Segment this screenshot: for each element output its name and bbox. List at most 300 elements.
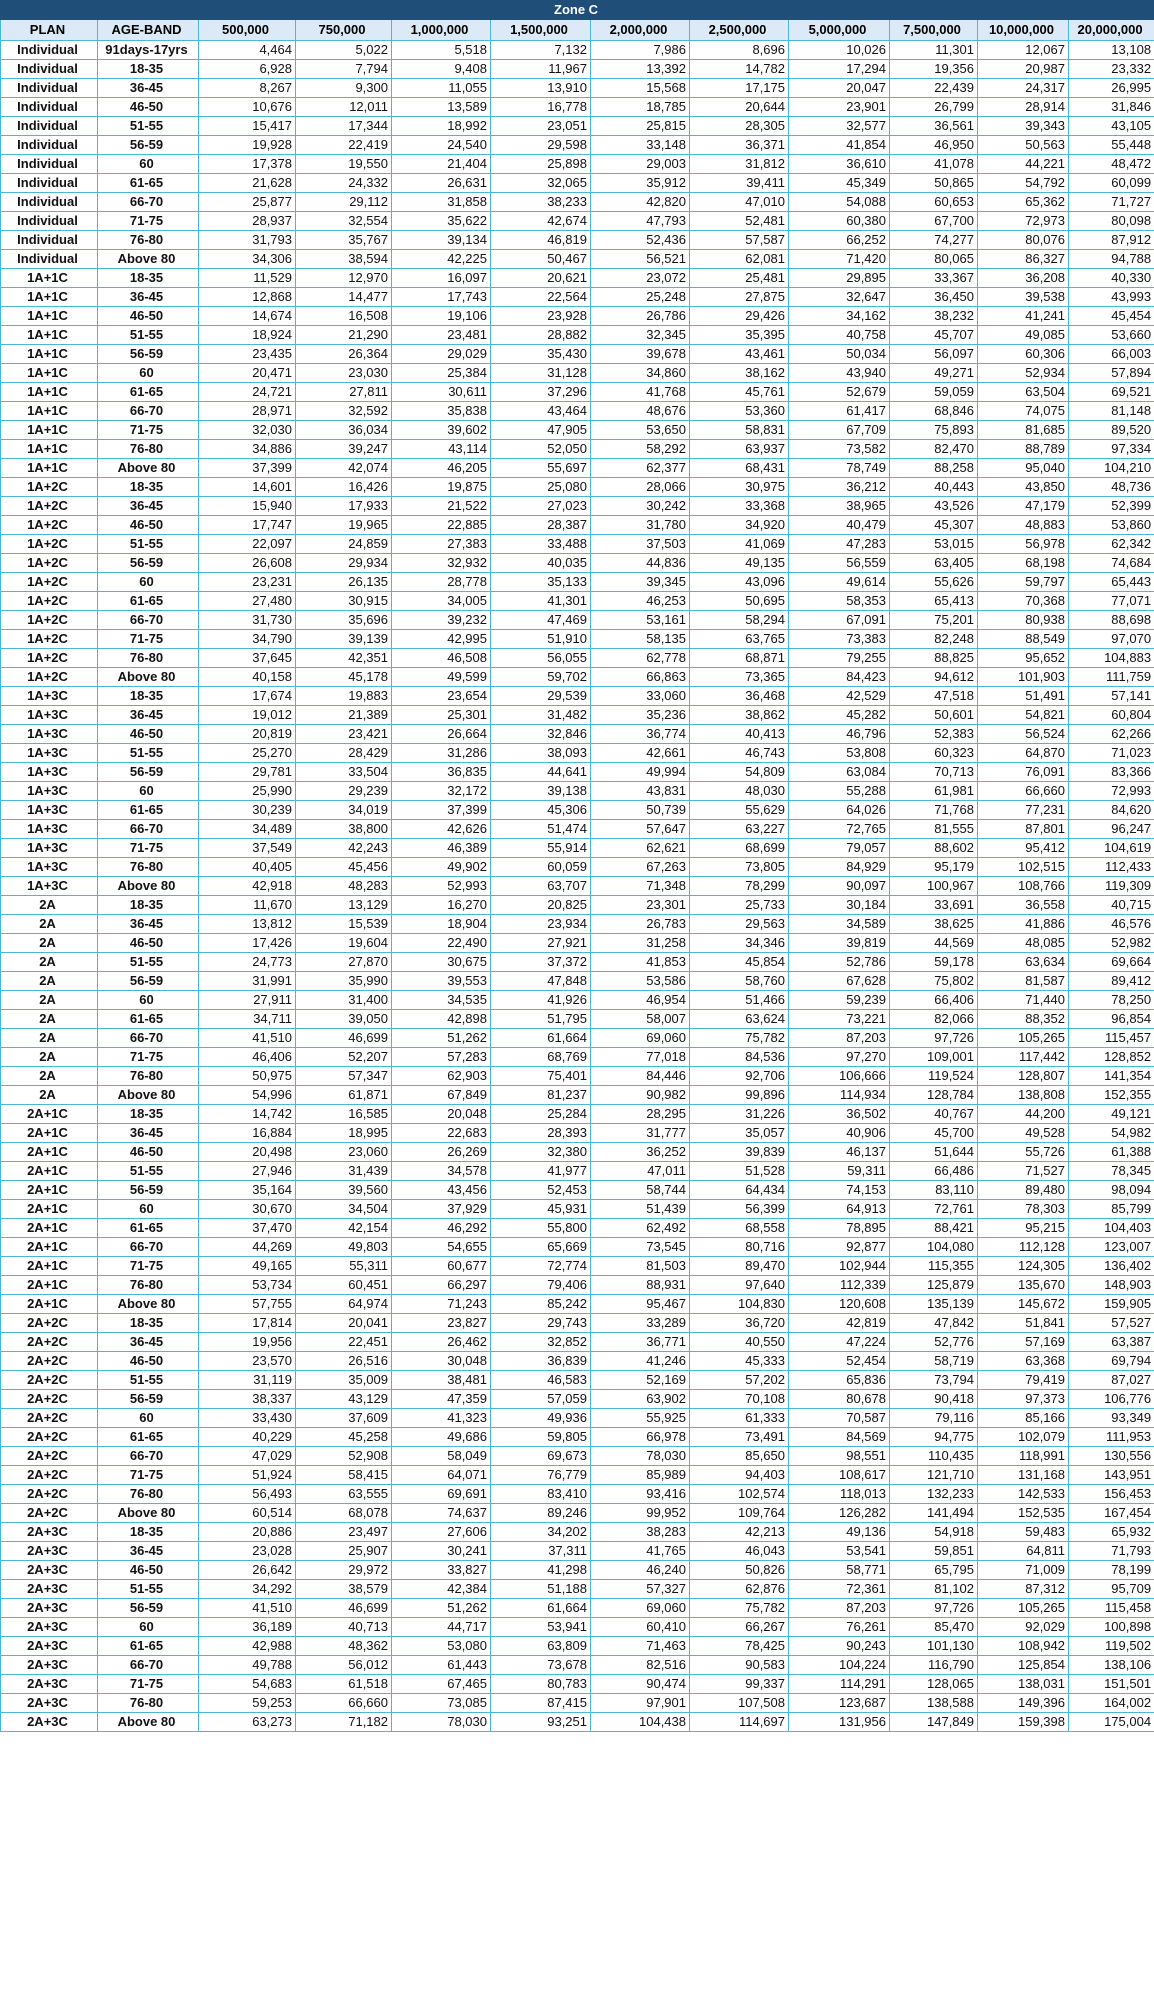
table-row [1, 1219, 1154, 1238]
premium-cell: 123,687 [789, 1694, 890, 1713]
premium-cell: 23,051 [491, 117, 591, 136]
premium-cell: 67,263 [591, 858, 690, 877]
premium-cell: 52,383 [890, 725, 978, 744]
premium-cell: 55,626 [890, 573, 978, 592]
age-band-cell: 66-70 [98, 611, 199, 630]
premium-cell: 53,941 [491, 1618, 591, 1637]
premium-cell: 49,136 [789, 1523, 890, 1542]
premium-cell: 58,049 [392, 1447, 491, 1466]
premium-cell: 24,317 [978, 79, 1069, 98]
premium-cell: 29,598 [491, 136, 591, 155]
premium-cell: 63,902 [591, 1390, 690, 1409]
premium-cell: 156,453 [1069, 1485, 1154, 1504]
age-band-cell: 56-59 [98, 763, 199, 782]
premium-cell: 88,931 [591, 1276, 690, 1295]
table-row [1, 41, 1154, 60]
premium-cell: 78,030 [591, 1447, 690, 1466]
premium-cell: 81,148 [1069, 402, 1154, 421]
premium-cell: 49,936 [491, 1409, 591, 1428]
plan-cell: 2A+2C [1, 1390, 98, 1409]
premium-cell: 71,793 [1069, 1542, 1154, 1561]
plan-cell: 2A [1, 1086, 98, 1105]
age-band-cell: 76-80 [98, 231, 199, 250]
premium-cell: 66,660 [978, 782, 1069, 801]
premium-cell: 44,569 [890, 934, 978, 953]
premium-cell: 23,030 [296, 364, 392, 383]
premium-cell: 111,953 [1069, 1428, 1154, 1447]
column-header-sum-insured: 2,000,000 [591, 20, 690, 41]
plan-cell: Individual [1, 98, 98, 117]
premium-cell: 79,419 [978, 1371, 1069, 1390]
premium-cell: 98,551 [789, 1447, 890, 1466]
premium-cell: 33,691 [890, 896, 978, 915]
premium-cell: 87,415 [491, 1694, 591, 1713]
plan-cell: 1A+3C [1, 820, 98, 839]
premium-cell: 19,956 [199, 1333, 296, 1352]
premium-cell: 78,425 [690, 1637, 789, 1656]
table-row [1, 79, 1154, 98]
plan-cell: Individual [1, 117, 98, 136]
premium-cell: 114,697 [690, 1713, 789, 1732]
premium-cell: 66,486 [890, 1162, 978, 1181]
premium-cell: 9,408 [392, 60, 491, 79]
premium-cell: 99,952 [591, 1504, 690, 1523]
premium-cell: 57,141 [1069, 687, 1154, 706]
premium-cell: 90,418 [890, 1390, 978, 1409]
premium-cell: 37,399 [199, 459, 296, 478]
premium-cell: 37,549 [199, 839, 296, 858]
premium-cell: 36,252 [591, 1143, 690, 1162]
premium-cell: 58,719 [890, 1352, 978, 1371]
premium-cell: 32,172 [392, 782, 491, 801]
premium-cell: 29,743 [491, 1314, 591, 1333]
table-row [1, 535, 1154, 554]
premium-cell: 33,504 [296, 763, 392, 782]
premium-cell: 51,474 [491, 820, 591, 839]
age-band-cell: 18-35 [98, 1105, 199, 1124]
premium-cell: 32,852 [491, 1333, 591, 1352]
premium-cell: 44,200 [978, 1105, 1069, 1124]
premium-cell: 64,974 [296, 1295, 392, 1314]
premium-cell: 39,138 [491, 782, 591, 801]
column-header-sum-insured: 10,000,000 [978, 20, 1069, 41]
premium-cell: 34,306 [199, 250, 296, 269]
premium-cell: 62,876 [690, 1580, 789, 1599]
table-row [1, 1276, 1154, 1295]
premium-cell: 68,846 [890, 402, 978, 421]
premium-cell: 33,289 [591, 1314, 690, 1333]
premium-cell: 36,771 [591, 1333, 690, 1352]
plan-cell: Individual [1, 60, 98, 79]
table-row [1, 782, 1154, 801]
premium-cell: 90,097 [789, 877, 890, 896]
age-band-cell: 71-75 [98, 421, 199, 440]
premium-cell: 35,912 [591, 174, 690, 193]
premium-cell: 40,405 [199, 858, 296, 877]
premium-cell: 70,713 [890, 763, 978, 782]
premium-cell: 29,563 [690, 915, 789, 934]
premium-cell: 28,914 [978, 98, 1069, 117]
premium-cell: 17,674 [199, 687, 296, 706]
premium-cell: 89,412 [1069, 972, 1154, 991]
premium-cell: 54,809 [690, 763, 789, 782]
premium-cell: 72,993 [1069, 782, 1154, 801]
premium-cell: 70,108 [690, 1390, 789, 1409]
plan-cell: Individual [1, 250, 98, 269]
premium-cell: 54,792 [978, 174, 1069, 193]
age-band-cell: 51-55 [98, 326, 199, 345]
age-band-cell: 18-35 [98, 1523, 199, 1542]
age-band-cell: 56-59 [98, 972, 199, 991]
table-row [1, 1542, 1154, 1561]
premium-cell: 57,059 [491, 1390, 591, 1409]
premium-cell: 32,577 [789, 117, 890, 136]
premium-cell: 167,454 [1069, 1504, 1154, 1523]
premium-cell: 64,913 [789, 1200, 890, 1219]
table-row [1, 725, 1154, 744]
premium-cell: 79,116 [890, 1409, 978, 1428]
age-band-cell: 36-45 [98, 1124, 199, 1143]
premium-cell: 115,458 [1069, 1599, 1154, 1618]
premium-cell: 84,929 [789, 858, 890, 877]
table-row [1, 497, 1154, 516]
premium-cell: 85,166 [978, 1409, 1069, 1428]
premium-cell: 40,330 [1069, 269, 1154, 288]
premium-cell: 61,518 [296, 1675, 392, 1694]
premium-cell: 31,258 [591, 934, 690, 953]
premium-cell: 22,490 [392, 934, 491, 953]
premium-cell: 23,231 [199, 573, 296, 592]
premium-cell: 46,205 [392, 459, 491, 478]
premium-cell: 30,611 [392, 383, 491, 402]
table-row [1, 459, 1154, 478]
plan-cell: 2A+2C [1, 1504, 98, 1523]
premium-cell: 81,685 [978, 421, 1069, 440]
plan-cell: 2A+2C [1, 1466, 98, 1485]
premium-cell: 23,028 [199, 1542, 296, 1561]
premium-cell: 56,978 [978, 535, 1069, 554]
premium-cell: 72,765 [789, 820, 890, 839]
premium-cell: 31,858 [392, 193, 491, 212]
premium-cell: 71,182 [296, 1713, 392, 1732]
premium-cell: 159,905 [1069, 1295, 1154, 1314]
plan-cell: 1A+2C [1, 478, 98, 497]
premium-cell: 20,041 [296, 1314, 392, 1333]
premium-cell: 60,380 [789, 212, 890, 231]
premium-cell: 41,301 [491, 592, 591, 611]
premium-cell: 23,934 [491, 915, 591, 934]
premium-cell: 50,601 [890, 706, 978, 725]
premium-cell: 59,239 [789, 991, 890, 1010]
premium-cell: 11,670 [199, 896, 296, 915]
premium-cell: 40,158 [199, 668, 296, 687]
premium-cell: 50,739 [591, 801, 690, 820]
premium-cell: 38,162 [690, 364, 789, 383]
premium-cell: 30,242 [591, 497, 690, 516]
premium-cell: 71,348 [591, 877, 690, 896]
premium-cell: 42,898 [392, 1010, 491, 1029]
premium-cell: 57,755 [199, 1295, 296, 1314]
premium-cell: 14,782 [690, 60, 789, 79]
plan-cell: Individual [1, 79, 98, 98]
premium-cell: 46,389 [392, 839, 491, 858]
premium-cell: 10,026 [789, 41, 890, 60]
premium-cell: 46,954 [591, 991, 690, 1010]
premium-cell: 63,765 [690, 630, 789, 649]
premium-cell: 57,202 [690, 1371, 789, 1390]
premium-cell: 74,277 [890, 231, 978, 250]
premium-cell: 60,099 [1069, 174, 1154, 193]
table-row [1, 1048, 1154, 1067]
plan-cell: 2A+3C [1, 1542, 98, 1561]
premium-cell: 67,465 [392, 1675, 491, 1694]
premium-cell: 48,362 [296, 1637, 392, 1656]
premium-cell: 75,802 [890, 972, 978, 991]
table-row [1, 193, 1154, 212]
premium-cell: 159,398 [978, 1713, 1069, 1732]
premium-cell: 37,311 [491, 1542, 591, 1561]
premium-cell: 43,850 [978, 478, 1069, 497]
premium-cell: 49,614 [789, 573, 890, 592]
premium-cell: 74,075 [978, 402, 1069, 421]
premium-cell: 38,800 [296, 820, 392, 839]
table-row [1, 630, 1154, 649]
premium-cell: 49,902 [392, 858, 491, 877]
premium-cell: 26,269 [392, 1143, 491, 1162]
premium-cell: 62,621 [591, 839, 690, 858]
premium-cell: 57,327 [591, 1580, 690, 1599]
premium-cell: 45,333 [690, 1352, 789, 1371]
table-row [1, 915, 1154, 934]
premium-cell: 87,203 [789, 1599, 890, 1618]
premium-cell: 16,884 [199, 1124, 296, 1143]
premium-cell: 73,794 [890, 1371, 978, 1390]
premium-cell: 20,825 [491, 896, 591, 915]
premium-cell: 25,481 [690, 269, 789, 288]
premium-cell: 58,353 [789, 592, 890, 611]
premium-cell: 25,384 [392, 364, 491, 383]
premium-cell: 76,261 [789, 1618, 890, 1637]
premium-cell: 72,761 [890, 1200, 978, 1219]
premium-cell: 57,347 [296, 1067, 392, 1086]
premium-cell: 41,510 [199, 1029, 296, 1048]
plan-cell: 2A+2C [1, 1409, 98, 1428]
premium-cell: 63,809 [491, 1637, 591, 1656]
age-band-cell: 66-70 [98, 1656, 199, 1675]
premium-cell: 73,221 [789, 1010, 890, 1029]
column-header-sum-insured: 500,000 [199, 20, 296, 41]
premium-cell: 30,670 [199, 1200, 296, 1219]
premium-cell: 68,699 [690, 839, 789, 858]
premium-cell: 23,421 [296, 725, 392, 744]
plan-cell: 1A+2C [1, 630, 98, 649]
table-row [1, 155, 1154, 174]
table-row [1, 1390, 1154, 1409]
premium-cell: 69,060 [591, 1029, 690, 1048]
table-row [1, 478, 1154, 497]
premium-cell: 76,091 [978, 763, 1069, 782]
premium-cell: 67,709 [789, 421, 890, 440]
premium-cell: 68,558 [690, 1219, 789, 1238]
premium-cell: 60,451 [296, 1276, 392, 1295]
premium-cell: 102,079 [978, 1428, 1069, 1447]
premium-cell: 52,453 [491, 1181, 591, 1200]
premium-cell: 81,555 [890, 820, 978, 839]
table-row [1, 1561, 1154, 1580]
premium-cell: 15,568 [591, 79, 690, 98]
age-band-cell: Above 80 [98, 1295, 199, 1314]
premium-cell: 71,243 [392, 1295, 491, 1314]
premium-cell: 43,461 [690, 345, 789, 364]
premium-cell: 38,093 [491, 744, 591, 763]
premium-cell: 65,795 [890, 1561, 978, 1580]
premium-cell: 95,467 [591, 1295, 690, 1314]
premium-cell: 48,736 [1069, 478, 1154, 497]
premium-cell: 23,072 [591, 269, 690, 288]
premium-cell: 30,239 [199, 801, 296, 820]
plan-cell: 2A+2C [1, 1485, 98, 1504]
table-row [1, 858, 1154, 877]
premium-cell: 138,808 [978, 1086, 1069, 1105]
plan-cell: 2A+1C [1, 1238, 98, 1257]
age-band-cell: 61-65 [98, 174, 199, 193]
premium-cell: 22,419 [296, 136, 392, 155]
premium-cell: 45,456 [296, 858, 392, 877]
premium-cell: 75,782 [690, 1599, 789, 1618]
premium-cell: 42,674 [491, 212, 591, 231]
table-row [1, 98, 1154, 117]
table-row [1, 1162, 1154, 1181]
premium-cell: 92,877 [789, 1238, 890, 1257]
premium-cell: 49,528 [978, 1124, 1069, 1143]
table-row [1, 402, 1154, 421]
table-row [1, 288, 1154, 307]
premium-cell: 42,988 [199, 1637, 296, 1656]
premium-cell: 38,965 [789, 497, 890, 516]
premium-cell: 47,905 [491, 421, 591, 440]
age-band-cell: 71-75 [98, 1257, 199, 1276]
table-row [1, 269, 1154, 288]
premium-cell: 48,676 [591, 402, 690, 421]
premium-cell: 78,199 [1069, 1561, 1154, 1580]
premium-cell: 102,515 [978, 858, 1069, 877]
table-row [1, 839, 1154, 858]
premium-cell: 79,255 [789, 649, 890, 668]
table-row [1, 307, 1154, 326]
premium-cell: 45,178 [296, 668, 392, 687]
age-band-cell: 46-50 [98, 1561, 199, 1580]
plan-cell: 1A+3C [1, 687, 98, 706]
premium-cell: 22,885 [392, 516, 491, 535]
premium-cell: 41,765 [591, 1542, 690, 1561]
premium-cell: 38,283 [591, 1523, 690, 1542]
premium-cell: 108,766 [978, 877, 1069, 896]
premium-cell: 82,066 [890, 1010, 978, 1029]
premium-cell: 36,839 [491, 1352, 591, 1371]
premium-cell: 33,367 [890, 269, 978, 288]
premium-cell: 81,587 [978, 972, 1069, 991]
premium-cell: 51,491 [978, 687, 1069, 706]
premium-cell: 50,695 [690, 592, 789, 611]
premium-cell: 22,439 [890, 79, 978, 98]
premium-cell: 102,574 [690, 1485, 789, 1504]
table-row [1, 1656, 1154, 1675]
table-row [1, 991, 1154, 1010]
age-band-cell: 51-55 [98, 1162, 199, 1181]
premium-cell: 53,660 [1069, 326, 1154, 345]
age-band-cell: 51-55 [98, 1580, 199, 1599]
premium-cell: 53,015 [890, 535, 978, 554]
premium-cell: 71,009 [978, 1561, 1069, 1580]
premium-cell: 26,786 [591, 307, 690, 326]
premium-cell: 95,652 [978, 649, 1069, 668]
premium-cell: 42,529 [789, 687, 890, 706]
premium-cell: 62,342 [1069, 535, 1154, 554]
premium-cell: 33,430 [199, 1409, 296, 1428]
premium-cell: 28,937 [199, 212, 296, 231]
premium-cell: 33,827 [392, 1561, 491, 1580]
zone-title: Zone C [1, 1, 1154, 20]
premium-cell: 9,300 [296, 79, 392, 98]
premium-cell: 62,081 [690, 250, 789, 269]
plan-cell: Individual [1, 155, 98, 174]
premium-cell: 7,986 [591, 41, 690, 60]
age-band-cell: Above 80 [98, 1504, 199, 1523]
premium-cell: 32,345 [591, 326, 690, 345]
table-row [1, 516, 1154, 535]
premium-cell: 46,043 [690, 1542, 789, 1561]
premium-cell: 95,709 [1069, 1580, 1154, 1599]
premium-cell: 74,684 [1069, 554, 1154, 573]
premium-cell: 131,168 [978, 1466, 1069, 1485]
premium-cell: 54,821 [978, 706, 1069, 725]
table-row [1, 1428, 1154, 1447]
premium-cell: 47,010 [690, 193, 789, 212]
premium-cell: 17,814 [199, 1314, 296, 1333]
premium-cell: 46,292 [392, 1219, 491, 1238]
premium-cell: 64,026 [789, 801, 890, 820]
premium-cell: 13,910 [491, 79, 591, 98]
premium-cell: 73,582 [789, 440, 890, 459]
premium-cell: 35,696 [296, 611, 392, 630]
premium-cell: 34,292 [199, 1580, 296, 1599]
plan-cell: 2A+2C [1, 1352, 98, 1371]
premium-cell: 36,450 [890, 288, 978, 307]
premium-cell: 42,995 [392, 630, 491, 649]
premium-cell: 34,920 [690, 516, 789, 535]
premium-cell: 38,862 [690, 706, 789, 725]
premium-cell: 28,882 [491, 326, 591, 345]
premium-cell: 40,479 [789, 516, 890, 535]
premium-cell: 125,854 [978, 1656, 1069, 1675]
premium-cell: 32,592 [296, 402, 392, 421]
column-header-sum-insured: 7,500,000 [890, 20, 978, 41]
premium-cell: 57,283 [392, 1048, 491, 1067]
table-row [1, 1257, 1154, 1276]
premium-cell: 128,065 [890, 1675, 978, 1694]
premium-cell: 43,096 [690, 573, 789, 592]
premium-cell: 36,212 [789, 478, 890, 497]
premium-cell: 73,545 [591, 1238, 690, 1257]
premium-cell: 31,780 [591, 516, 690, 535]
premium-cell: 87,203 [789, 1029, 890, 1048]
premium-cell: 7,794 [296, 60, 392, 79]
column-header-row [1, 20, 1154, 41]
premium-cell: 39,232 [392, 611, 491, 630]
premium-cell: 52,454 [789, 1352, 890, 1371]
premium-cell: 51,910 [491, 630, 591, 649]
premium-cell: 39,553 [392, 972, 491, 991]
